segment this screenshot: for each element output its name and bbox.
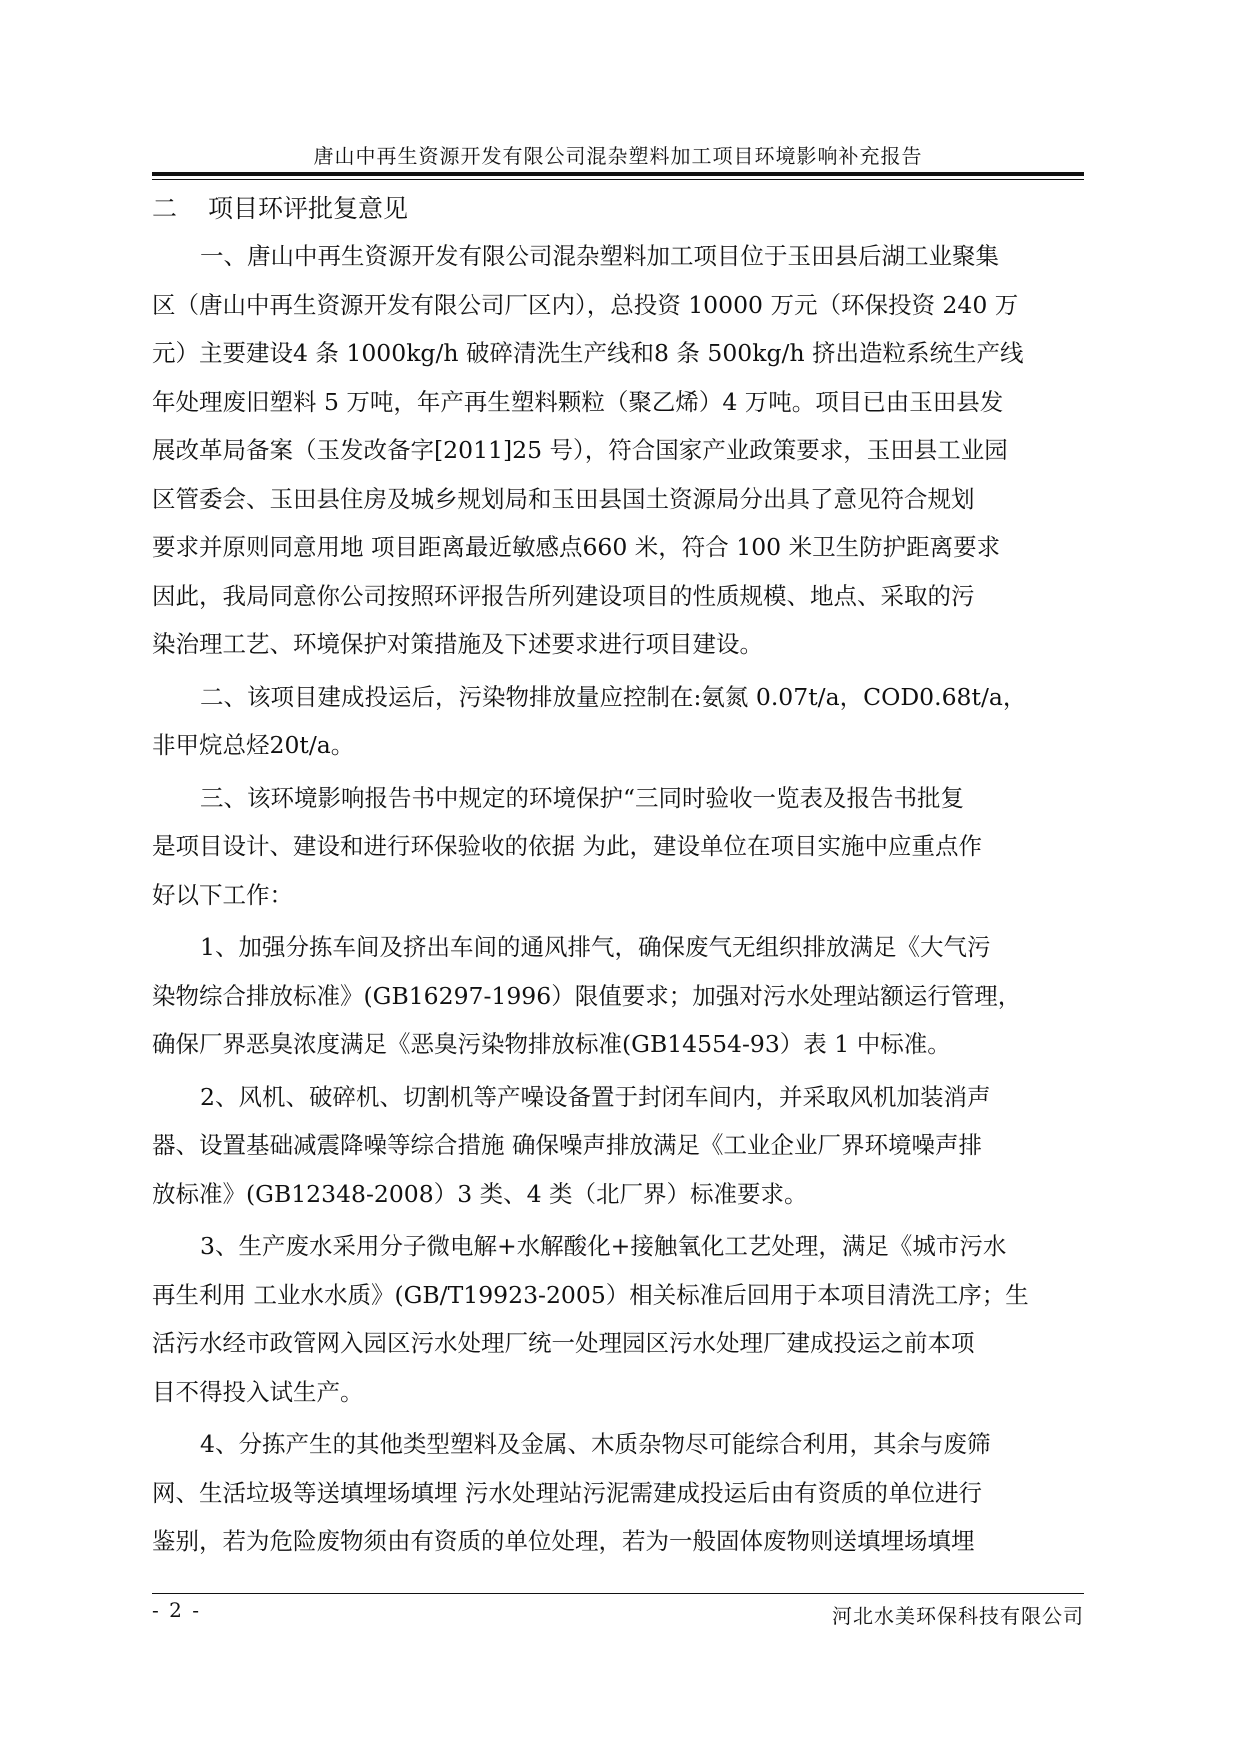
paragraph-line: 年处理废旧塑料 5 万吨，年产再生塑料颗粒（聚乙烯）4 万吨。项目已由玉田县发 xyxy=(152,387,1004,416)
paragraph-line: 4、分拣产生的其他类型塑料及金属、木质杂物尽可能综合利用，其余与废筛 xyxy=(200,1430,991,1458)
section-heading xyxy=(152,190,1112,228)
section-number: 二 xyxy=(152,194,178,223)
footer-rule xyxy=(152,1593,1084,1594)
paragraph xyxy=(152,774,1112,920)
paragraph-line: 区管委会、玉田县住房及城乡规划局和玉田县国土资源局分出具了意见符合规划 xyxy=(152,484,975,513)
page-header-title: 唐山中再生资源开发有限公司混杂塑料加工项目环境影响补充报告 xyxy=(313,144,923,168)
paragraph-line: 放标准》(GB12348-2008）3 类、4 类（北厂界）标准要求。 xyxy=(152,1179,808,1208)
paragraph-line: 器、设置基础减震降噪等综合措施 确保噪声排放满足《工业企业厂界环境噪声排 xyxy=(152,1131,982,1159)
header-rule-thick xyxy=(152,172,1084,176)
paragraph-line: 区（唐山中再生资源开发有限公司厂区内），总投资 10000 万元（环保投资 240 万 xyxy=(152,290,1019,319)
section-title: 项目环评批复意见 xyxy=(208,194,409,223)
paragraph xyxy=(152,923,1112,1069)
paragraph-line: 非甲烷总烃20t/a。 xyxy=(152,731,355,759)
header-rule-thin xyxy=(152,179,1084,180)
paragraph-line: 染治理工艺、环境保护对策措施及下述要求进行项目建设。 xyxy=(152,630,763,658)
paragraph-line: 元）主要建设4 条 1000kg/h 破碎清洗生产线和8 条 500kg/h 挤出造粒系统生产线 xyxy=(152,339,1024,367)
paragraph-line: 是项目设计、建设和进行环保验收的依据 为此，建设单位在项目实施中应重点作 xyxy=(152,832,982,860)
paragraph-line: 1、加强分拣车间及挤出车间的通风排气，确保废气无组织排放满足《大气污 xyxy=(200,933,991,961)
paragraph-line: 展改革局备案（玉发改备字[2011]25 号），符合国家产业政策要求，玉田县工业园 xyxy=(152,436,1008,464)
paragraph-line: 鉴别，若为危险废物须由有资质的单位处理，若为一般固体废物则送填埋场填埋 xyxy=(152,1527,975,1555)
paragraph-line: 网、生活垃圾等送填埋场填埋 污水处理站污泥需建成投运后由有资质的单位进行 xyxy=(152,1478,982,1507)
paragraph-line: 目不得投入试生产。 xyxy=(152,1377,364,1406)
paragraph-line: 活污水经市政管网入园区污水处理厂统一处理园区污水处理厂建成投运之前本项 xyxy=(152,1329,975,1357)
paragraph-line: 3、生产废水采用分子微电解+水解酸化+接触氧化工艺处理，满足《城市污水 xyxy=(200,1232,1007,1260)
paragraph-line: 2、风机、破碎机、切割机等产噪设备置于封闭车间内，并采取风机加装消声 xyxy=(200,1082,991,1111)
page-number: - 2 - xyxy=(152,1598,201,1622)
document-body xyxy=(152,190,1112,1570)
paragraph-line: 再生利用 工业水水质》(GB/T19923-2005）相关标准后回用于本项目清洗工序；生 xyxy=(152,1280,1029,1309)
paragraph-line: 一、唐山中再生资源开发有限公司混杂塑料加工项目位于玉田县后湖工业聚集 xyxy=(200,242,999,270)
footer-company: 河北水美环保科技有限公司 xyxy=(832,1604,1084,1628)
paragraph xyxy=(152,673,1112,770)
paragraph xyxy=(152,1073,1112,1219)
paragraph xyxy=(152,1420,1112,1566)
paragraph-list xyxy=(152,232,1112,1566)
paragraph-line: 二、该项目建成投运后，污染物排放量应控制在:氨氮 0.07t/a，COD0.68t/a， xyxy=(200,682,1027,711)
paragraph-line: 确保厂界恶臭浓度满足《恶臭污染物排放标准(GB14554-93）表 1 中标准。 xyxy=(152,1030,951,1058)
paragraph-line: 好以下工作： xyxy=(152,880,293,909)
paragraph xyxy=(152,232,1112,669)
paragraph-line: 染物综合排放标准》(GB16297-1996）限值要求；加强对污水处理站额运行管理， xyxy=(152,981,1022,1010)
paragraph-line: 要求并原则同意用地 项目距离最近敏感点660 米，符合 100 米卫生防护距离要求 xyxy=(152,533,1001,561)
paragraph-line: 三、该环境影响报告书中规定的环境保护“三同时验收一览表及报告书批复 xyxy=(200,783,965,812)
paragraph xyxy=(152,1222,1112,1416)
paragraph-line: 因此，我局同意你公司按照环评报告所列建设项目的性质规模、地点、采取的污 xyxy=(152,581,975,610)
